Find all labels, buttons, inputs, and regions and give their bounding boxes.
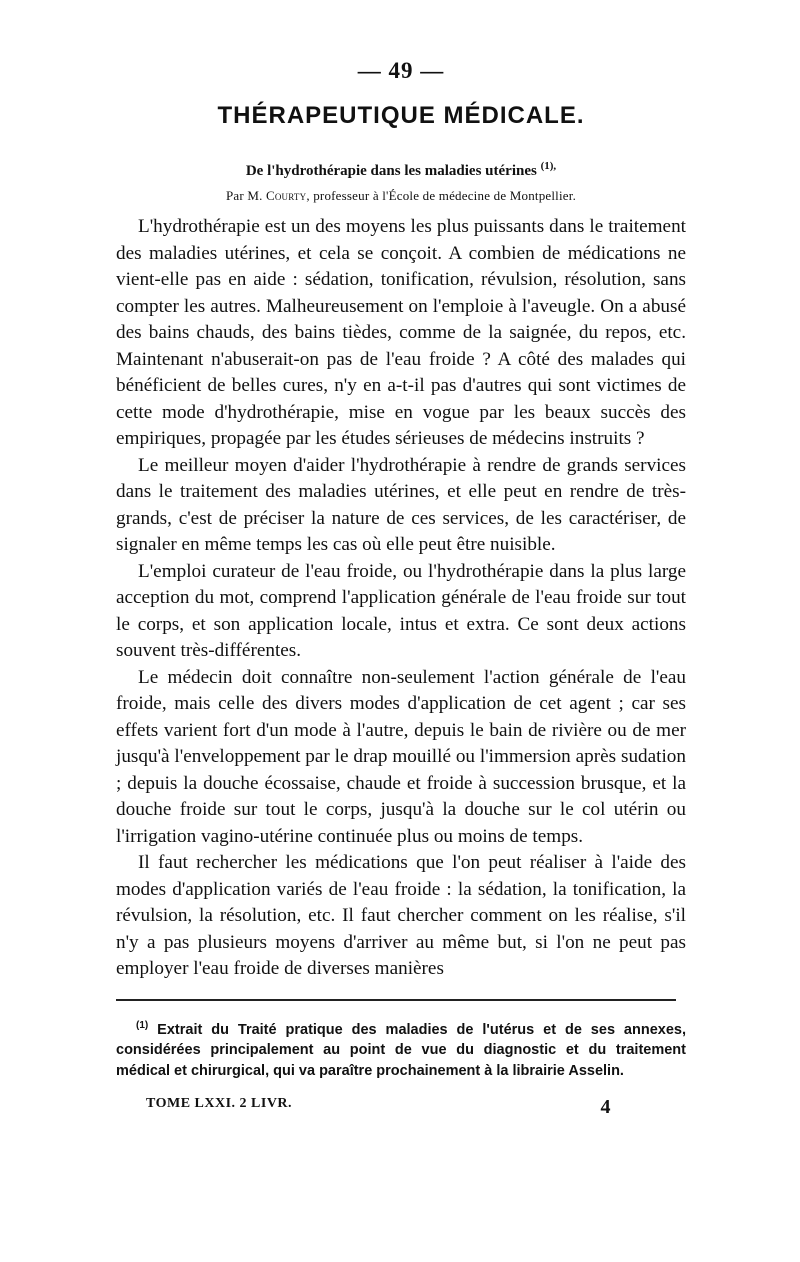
article-title-text: De l'hydrothérapie dans les maladies utérines (245, 163, 537, 179)
tome-label: TOME LXXI. 2 LIVR. (146, 1096, 293, 1112)
article-body (116, 214, 686, 983)
byline (116, 188, 686, 204)
footnote (116, 1015, 686, 1083)
paragraph: Il faut rechercher les médications que l'on peut réaliser à l'aide des modes d'application variés de l'eau froide : la sédation, la tonification, la révulsion, la résolution, etc. Il faut chercher comment on les réalise, s'il n'y a pas plusieurs moyens d'arriver au même but, si l'on ne peut pas employer l'eau froide de diverses manières (116, 852, 686, 979)
document-page (116, 58, 686, 1119)
page-footer (116, 1096, 686, 1119)
byline-prefix: Par M. (225, 188, 263, 203)
paragraph: Le médecin doit connaître non-seulement l'action générale de l'eau froide, mais celle des divers modes d'application de cet agent ; car ses effets varient fort d'un mode à l'autre, depuis le bain de rivière ou de mer jusqu'à l'enveloppement par le drap mouillé ou l'immersion après sudation ; depuis la douche écossaise, chaude et froide à succession brusque, et la douche froide sur tout le corps, jusqu'à la douche sur le col utérin ou l'irrigation vagino-utérine continuée plus ou moins de temps. (116, 666, 686, 847)
signature-mark: 4 (600, 1096, 611, 1119)
byline-suffix: , professeur à l'École de médecine de Montpellier. (306, 188, 577, 203)
footnote-text: Extrait du Traité pratique des maladies de l'utérus et de ses annexes, considérées principalement au point de vue du diagnostic et du traitement médical et chirurgical, qui va paraître prochainement à la librairie Asselin. (116, 1021, 687, 1080)
paragraph: Le meilleur moyen d'aider l'hydrothérapie à rendre de grands services dans le traitement des maladies utérines, et elle peut en rendre de très-grands, c'est de préciser la nature de ces services, de les caractériser, de signaler en même temps les cas où elle peut être nuisible. (116, 454, 686, 555)
footnote-divider (116, 999, 676, 1001)
footnote-mark: (1) (136, 1019, 149, 1031)
author-name: Courty (265, 188, 307, 203)
paragraph: L'emploi curateur de l'eau froide, ou l'hydrothérapie dans la plus large acception du mot, comprend l'application générale de l'eau froide sur tout le corps, et son application locale, intus et extra. Ce sont deux actions souvent très-différentes. (116, 560, 686, 661)
section-title: THÉRAPEUTIQUE MÉDICALE. (217, 102, 585, 129)
paragraph: L'hydrothérapie est un des moyens les plus puissants dans le traitement des maladies utérines, et cela se conçoit. A combien de médications ne vient-elle pas en aide : sédation, tonification, révulsion, résolution, sans compter les autres. Malheureusement on l'emploie à l'aveugle. On a abusé des bains chauds, des bains tièdes, comme de la saignée, du repos, etc. Maintenant n'abuserait-on pas de l'eau froide ? A côté des malades qui bénéficient de belles cures, n'y en a-t-il pas d'autres qui sont victimes de cette mode d'hydrothérapie, mise en vogue par les beaux succès des empiriques, propagée par les études sérieuses de médecins instruits ? (116, 216, 686, 449)
page-number: — 49 — (357, 58, 445, 83)
footnote-reference: (1), (540, 160, 557, 172)
article-title (116, 160, 686, 180)
